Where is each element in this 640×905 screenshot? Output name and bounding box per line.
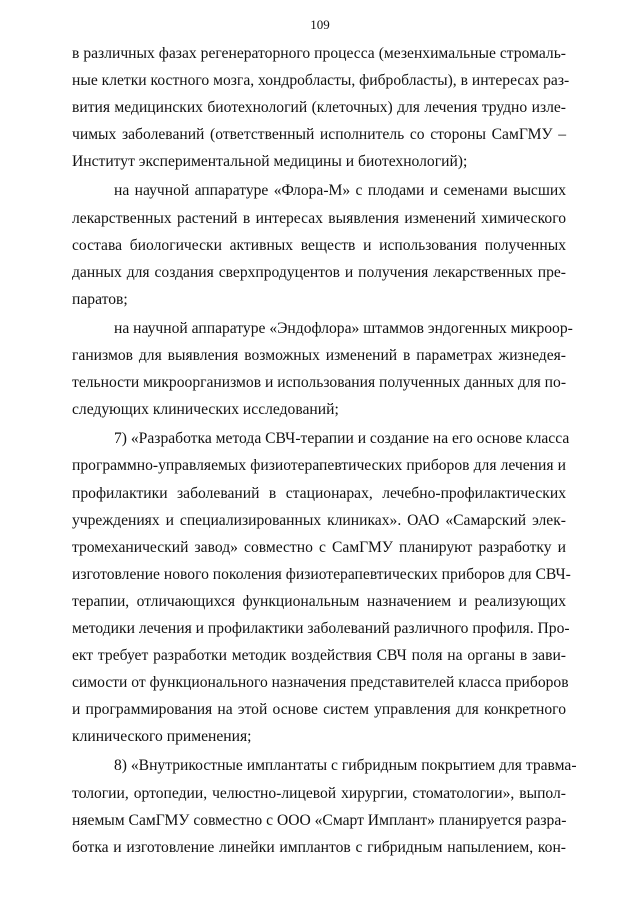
text-line: 8) «Внутрикостные имплантаты с гибридным покрытием для травма- (114, 757, 577, 775)
text-line: ект требует разработки методик воздействия СВЧ поля на органы в зави- (72, 647, 566, 665)
text-line: на научной аппаратуре «Эндофлора» штаммов эндогенных микроор- (114, 319, 573, 337)
text-line: тологии, ортопедии, челюстно-лицевой хирургии, стоматологии», выпол- (72, 784, 566, 802)
paragraph-endoflora (72, 315, 573, 423)
paragraph-cell-types (72, 40, 570, 175)
text-line: и программирования на этой основе систем управления для конкретного (72, 701, 566, 719)
text-line: терапии, отличающихся функциональным назначением и реализующих (72, 592, 566, 610)
page-number: 109 (310, 17, 330, 32)
text-line: методики лечения и профилактики заболеваний различного профиля. Про- (72, 619, 570, 637)
text-line: на научной аппаратуре «Флора-М» с плодами и семенами высших (114, 182, 566, 200)
text-line: данных для создания сверхпродуцентов и получения лекарственных пре- (72, 263, 566, 281)
text-line: 7) «Разработка метода СВЧ-терапии и создание на его основе класса (114, 430, 570, 448)
text-line: паратов; (72, 290, 128, 308)
text-line: чимых заболеваний (ответственный исполнитель со стороны СамГМУ – (72, 126, 566, 144)
paragraph-item-8 (72, 752, 577, 860)
text-line: программно-управляемых физиотерапевтических приборов для лечения и (72, 457, 566, 475)
text-line: симости от функционального назначения представителей класса приборов (72, 674, 569, 692)
text-line: ные клетки костного мозга, хондробласты, фибробласты), в интересах раз- (72, 72, 570, 90)
text-line: в различных фазах регенераторного процесса (мезенхимальные стромаль- (72, 45, 566, 62)
text-line: клинического применения; (72, 728, 252, 746)
paragraph-flora-m (72, 177, 566, 312)
text-line: Институт экспериментальной медицины и биотехнологий); (72, 153, 468, 171)
text-line: профилактики заболеваний в стационарах, лечебно-профилактических (72, 484, 566, 502)
text-line: вития медицинских биотехнологий (клеточных) для лечения трудно изле- (72, 99, 566, 117)
text-line: ботка и изготовление линейки имплантов с гибридным напылением, кон- (72, 838, 566, 856)
text-line: изготовление нового поколения физиотерапевтических приборов для СВЧ- (72, 565, 571, 583)
text-line: тельности микроорганизмов и использования полученных данных для по- (72, 374, 567, 392)
text-line: тромеханический завод» совместно с СамГМУ планируют разработку и (72, 538, 566, 556)
text-line: следующих клинических исследований; (72, 401, 339, 419)
text-line: лекарственных растений в интересах выявления изменений химического (72, 209, 566, 227)
text-line: няемым СамГМУ совместно с ООО «Смарт Имплант» планируется разра- (72, 811, 567, 829)
text-line: состава биологически активных веществ и использования полученных (72, 236, 566, 254)
text-line: учреждениях и специализированных клиниках». ОАО «Самарский элек- (72, 511, 566, 529)
document-body (72, 40, 577, 861)
text-line: ганизмов для выявления возможных изменений в параметрах жизнедея- (72, 347, 566, 365)
paragraph-item-7 (72, 425, 571, 750)
